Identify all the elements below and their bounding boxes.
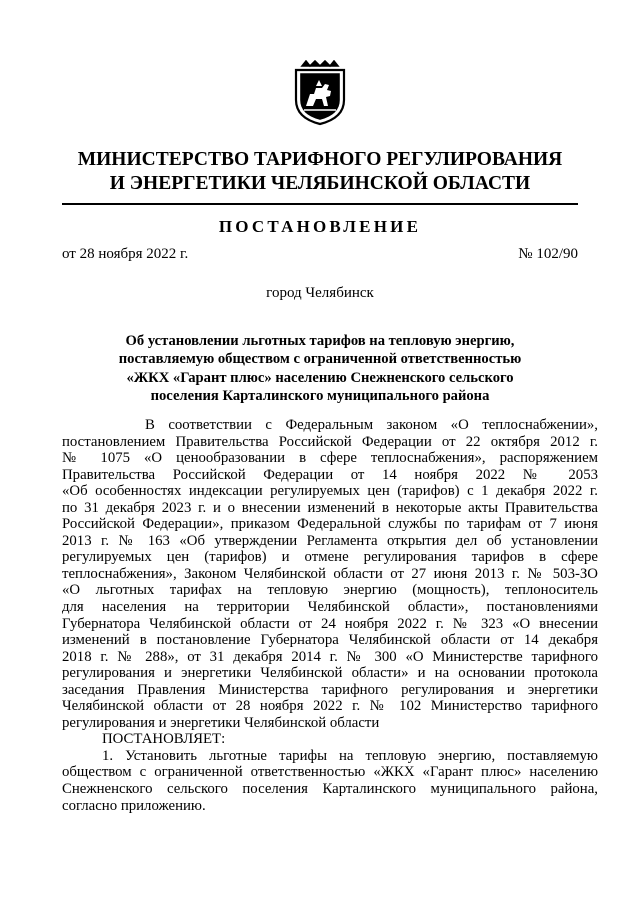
body-line: В соответствии с Федеральным законом «О теплоснабжении»,: [145, 417, 598, 433]
body-line: изменений в постановление Губернатора Челябинской области от 14 декабря: [62, 632, 598, 649]
title-line: «ЖКХ «Гарант плюс» населению Снежненского сельского: [126, 369, 514, 386]
body-line: № 1075 «О ценообразовании в сфере теплоснабжения», распоряжением: [62, 450, 598, 467]
ministry-name-line-1: МИНИСТЕРСТВО ТАРИФНОГО РЕГУЛИРОВАНИЯ: [77, 149, 563, 170]
body-line: Губернатора Челябинской области от 24 ноября 2022 г. № 323 «О внесении: [62, 615, 598, 632]
title-line: Об установлении льготных тарифов на тепловую энергию,: [125, 333, 515, 349]
header-divider: [62, 203, 578, 205]
coat-of-arms-emblem: [292, 60, 348, 126]
body-line: регулирования и энергетики Челябинской области: [62, 714, 380, 731]
body-line: обществом с ограниченной ответственностью «ЖКХ «Гарант плюс» населению: [62, 764, 598, 781]
body-line: 2013 г. № 163 «Об утверждении Регламента открытия дел об установлении: [62, 532, 598, 549]
body-line: Российской Федерации», приказом Федеральной службы по тарифам от 7 июня: [62, 516, 598, 533]
document-city: город Челябинск: [266, 285, 374, 301]
title-line: поселения Карталинского муниципального района: [150, 387, 490, 404]
body-line: Снежненского сельского поселения Карталинского муниципального района,: [62, 781, 598, 798]
body-line: регулирования и энергетики Челябинской области» и на основании протокола: [62, 665, 598, 682]
body-line: заседания Правления Министерства тарифного регулирования и энергетики: [62, 681, 598, 698]
body-line: для населения на территории Челябинской области», постановлениями: [62, 599, 598, 616]
body-line: 1. Установить льготные тарифы на тепловую энергию, поставляемую: [102, 747, 598, 764]
document-type: ПОСТАНОВЛЕНИЕ: [218, 217, 422, 236]
document-body: [62, 417, 598, 814]
body-line: постановлением Правительства Российской Федерации от 22 октября 2012 г.: [62, 433, 598, 450]
resolution-word: ПОСТАНОВЛЯЕТ:: [102, 731, 226, 748]
document-date: от 28 ноября 2022 г.: [62, 246, 189, 262]
body-line: согласно приложению.: [62, 797, 206, 814]
body-line: Челябинской области от 28 ноября 2022 г. № 102 Министерство тарифного: [62, 698, 598, 715]
body-line: Правительства Российской Федерации от 14 ноября 2022 № 2053: [62, 466, 598, 483]
body-line: регулируемых цен (тарифов) и отмене регулирования тарифов в сфере: [62, 549, 598, 566]
body-line: теплоснабжения», Законом Челябинской области от 27 июня 2013 г. № 503-ЗО: [62, 565, 598, 582]
ministry-name-line-2: И ЭНЕРГЕТИКИ ЧЕЛЯБИНСКОЙ ОБЛАСТИ: [109, 173, 531, 194]
body-line: «О льготных тарифах на тепловую энергию (мощность), теплоноситель: [62, 582, 598, 599]
title-line: поставляемую обществом с ограниченной ответственностью: [118, 351, 522, 368]
document-title: [90, 332, 550, 405]
body-line: 2018 г. № 288», от 31 декабря 2014 г. № 300 «О Министерстве тарифного: [62, 648, 598, 665]
body-line: «Об особенностях индексации регулируемых цен (тарифов) с 1 декабря 2022 г.: [62, 483, 598, 500]
document-number: № 102/90: [518, 246, 578, 262]
body-line: по 31 декабря 2023 г. и о внесении изменений в некоторые акты Правительства: [62, 499, 598, 516]
